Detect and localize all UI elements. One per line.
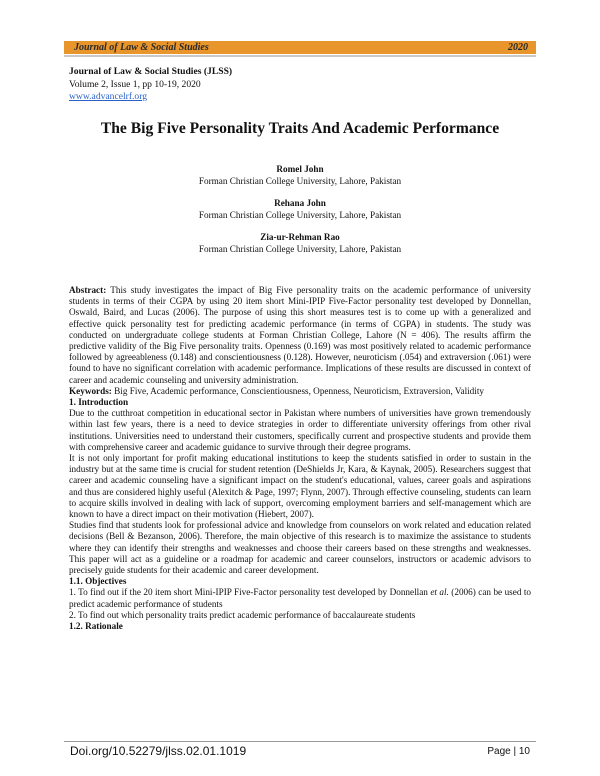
- objective-item: 2. To find out which personality traits predict academic performance of baccalaureate students: [69, 609, 416, 620]
- objective-text: (2006) can be used to predict academic performance of students: [69, 587, 532, 609]
- paper-body: [69, 285, 531, 632]
- abstract-label: Abstract:: [69, 285, 107, 295]
- author-name: Romel John: [276, 164, 324, 174]
- objective-text: 1. To find out if the 20 item short Mini-IPIP Five-Factor personality test developed by Donnellan: [69, 587, 431, 598]
- objective-text-italic: et al.: [430, 587, 449, 598]
- intro-paragraph: It is not only important for profit making educational institutions to keep the students satisfied in order to sustain in the industry but at the same time is crucial for student retention (DeShields Jr, Kara, & Kaynak, 2005). Researchers suggest that career and academic counseling have a significant impact on the student's educational, values, career goals and aspirations and thus are considered highly useful (Alexitch & Page, 1997; Flynn, 2007). Through effective counseling, students can learn to acquire skills involved in dealing with lack of support, overcoming employment barriers and self-management which are known to have a direct impact on their motivation (Hiebert, 2007).: [69, 453, 531, 520]
- keywords: [69, 386, 531, 397]
- author-name: Rehana John: [274, 198, 326, 208]
- journal-volume: Volume 2, Issue 1, pp 10-19, 2020: [69, 78, 201, 90]
- author-affiliation: Forman Christian College University, Lahore, Pakistan: [198, 176, 402, 186]
- section-heading-introduction: 1. Introduction: [69, 397, 129, 408]
- intro-paragraph: Studies find that students look for professional advice and knowledge from counselors on work related and education related decisions (Bell & Bezanson, 2006). Therefore, the main objective of this research is to maximize the assistance to students where they can identify their strengths and weaknesses and choose their careers based on these strengths and weaknesses. This paper will act as a guideline or a roadmap for academic and career counselors, instructors or academic advisors to precisely guide students for their academic and career development.: [69, 520, 531, 576]
- journal-url-link[interactable]: www.advancelrf.org: [69, 91, 148, 102]
- section-heading-rationale: 1.2. Rationale: [69, 621, 123, 632]
- abstract: [69, 285, 531, 386]
- running-header: [64, 41, 536, 54]
- intro-paragraph: Due to the cutthroat competition in educational sector in Pakistan where numbers of universities have grown tremendously within last few years, there is a need to device strategies in order to differentiate university offerings from other rival institutions. Universities need to understand their customers, specifically current and prospective students and provide them with comprehensive career and academic guidance to survive through their degree programs.: [69, 408, 531, 452]
- author-block: [64, 163, 536, 187]
- running-header-year: 2020: [508, 42, 528, 53]
- keywords-label: Keywords:: [69, 385, 112, 396]
- abstract-text: This study investigates the impact of Big Five personality traits on the academic performance of university students in terms of their CGPA by using 20 item short Mini-IPIP Five-Factor personality test developed by Donnellan, Oswald, Baird, and Lucas (2006). The purpose of using this short measures test is to come up with a generalized and effective quick personality test for predicting academic performance (in terms of CGPA) in students. The study was conducted on undergraduate college students at Forman Christian College, Lahore (N = 406). The results affirm the predictive validity of the Big Five personality traits. Openness (0.169) was most positively related to academic performance followed by agreeableness (0.148) and conscientiousness (0.128). However, neuroticism (.054) and extraversion (.061) were found to have no significant correlation with academic performance. Implications of these results are discussed in context of career and academic counseling and university administration.: [69, 285, 531, 385]
- author-affiliation: Forman Christian College University, Lahore, Pakistan: [198, 244, 402, 254]
- objective-item: [69, 587, 531, 609]
- footer-divider: [64, 741, 536, 742]
- section-heading-objectives: 1.1. Objectives: [69, 576, 127, 587]
- author-affiliation: Forman Christian College University, Lahore, Pakistan: [198, 210, 402, 220]
- author-name: Zia-ur-Rehman Rao: [260, 232, 340, 242]
- journal-meta: [69, 66, 232, 104]
- author-block: [64, 231, 536, 255]
- header-divider: [64, 55, 536, 57]
- paper-title: The Big Five Personality Traits And Academic Performance: [100, 120, 500, 137]
- running-header-journal: Journal of Law & Social Studies: [74, 42, 209, 53]
- author-block: [64, 197, 536, 221]
- keywords-text: Big Five, Academic performance, Conscientiousness, Openness, Neuroticism, Extraversion, Validity: [111, 385, 484, 396]
- journal-name: Journal of Law & Social Studies (JLSS): [69, 66, 233, 77]
- footer-doi: Doi.org/10.52279/jlss.02.01.1019: [70, 744, 247, 758]
- author-list: [64, 163, 536, 265]
- footer-page-number: Page | 10: [487, 746, 530, 757]
